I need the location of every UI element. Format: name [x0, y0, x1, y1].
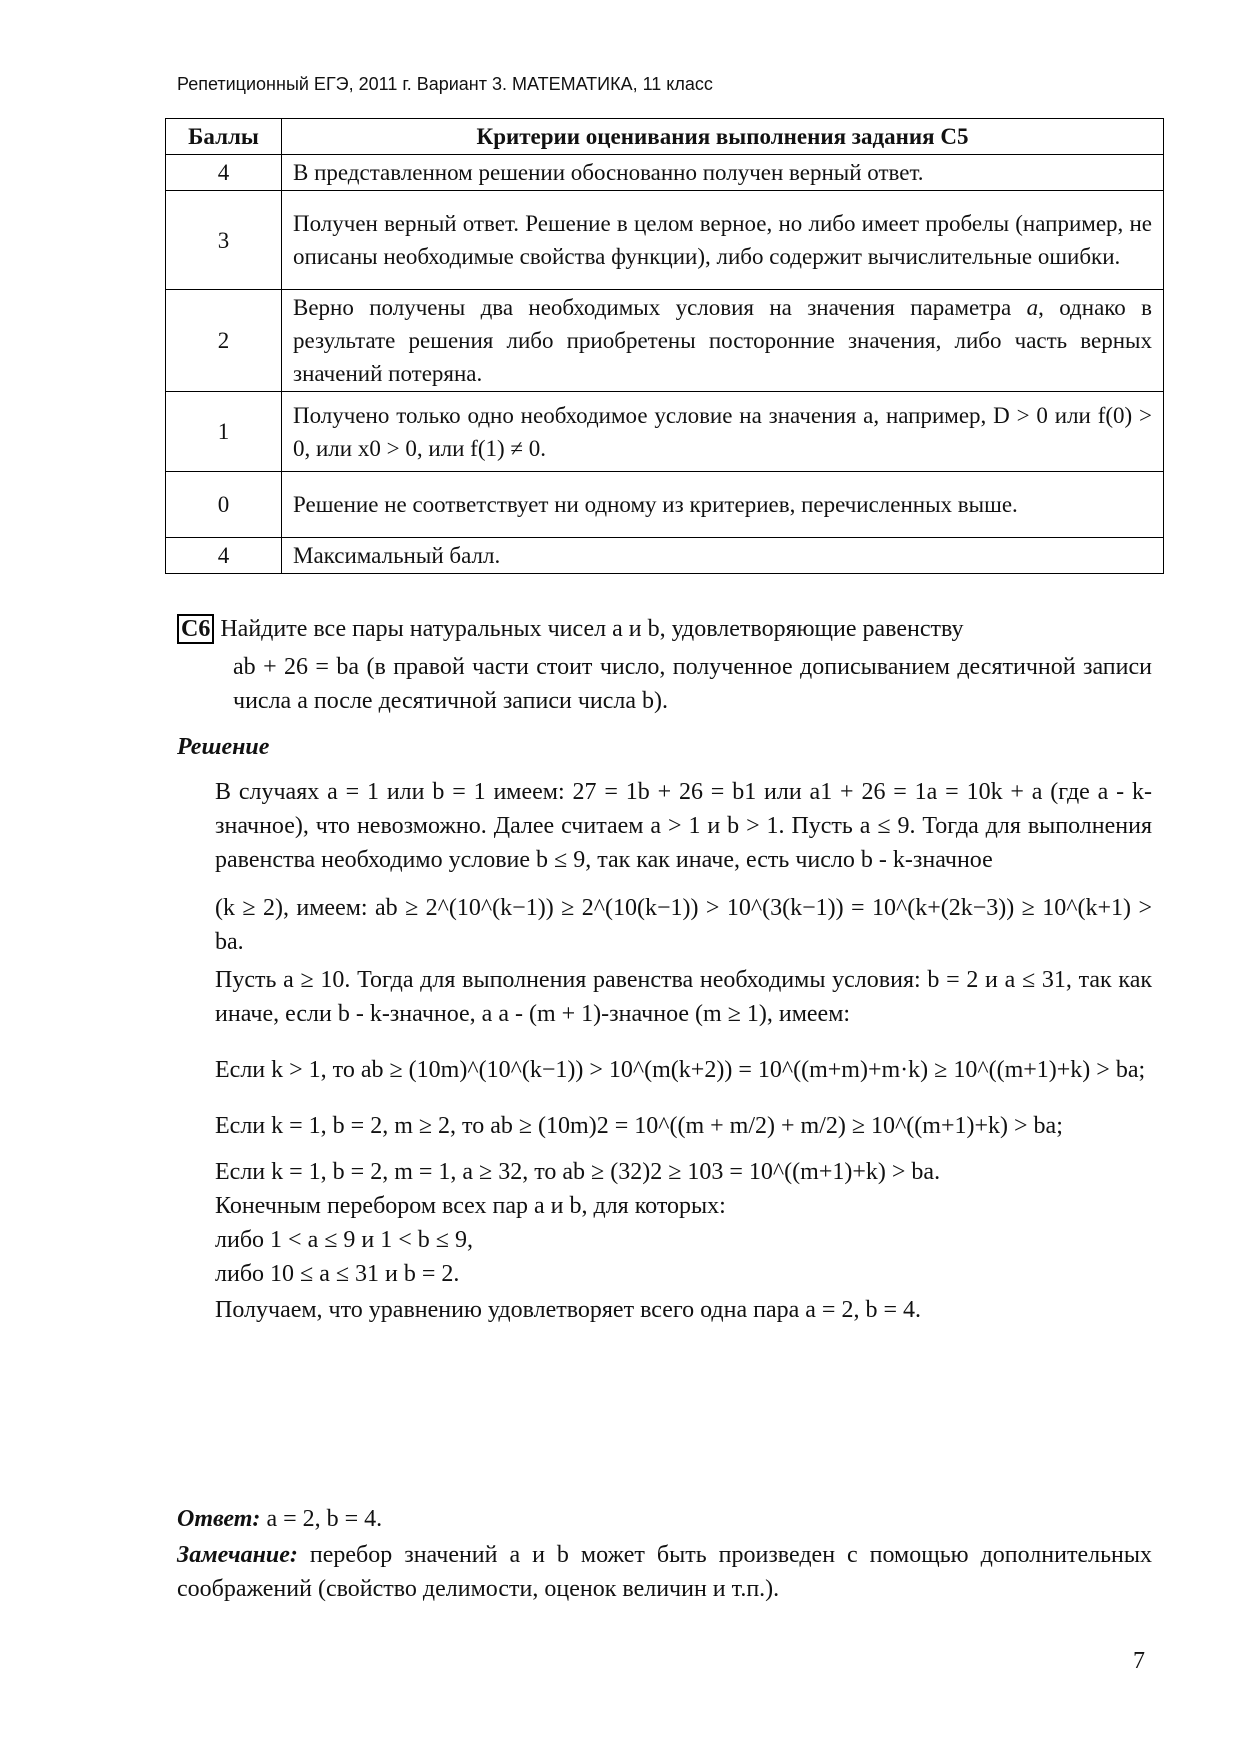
answer-line — [177, 1502, 1152, 1536]
criteria-cell: Получено только одно необходимое условие на значения a, например, D > 0 или f(0) > 0, или x0 > 0, или f(1) ≠ 0. — [282, 392, 1164, 472]
score-cell: 0 — [166, 472, 282, 538]
score-cell: 1 — [166, 392, 282, 472]
criteria-cell: Максимальный балл. — [282, 538, 1164, 574]
solution-paragraph: либо 10 ≤ a ≤ 31 и b = 2. — [215, 1261, 460, 1287]
page-header: Репетиционный ЕГЭ, 2011 г. Вариант 3. МАТЕМАТИКА, 11 класс — [177, 74, 713, 94]
task-label: С6 — [177, 614, 214, 644]
solution-paragraph: Получаем, что уравнению удовлетворяет всего одна пара a = 2, b = 4. — [215, 1297, 921, 1323]
table-header-row — [166, 119, 1164, 155]
criteria-cell: Решение не соответствует ни одному из критериев, перечисленных выше. — [282, 472, 1164, 538]
score-cell: 3 — [166, 191, 282, 290]
score-cell: 4 — [166, 538, 282, 574]
score-cell: 4 — [166, 155, 282, 191]
criteria-cell: В представленном решении обоснованно получен верный ответ. — [282, 155, 1164, 191]
page-number: 7 — [1133, 1648, 1145, 1674]
solution-title: Решение — [177, 734, 270, 760]
col-score-header: Баллы — [166, 119, 282, 155]
table-row — [166, 392, 1164, 472]
solution-paragraph: В случаях a = 1 или b = 1 имеем: 27 = 1b + 26 = b1 или a1 + 26 = 1a = 10k + a (где a - k-значное), что невозможно. Далее считаем a > 1 и b > 1. Пусть a ≤ 9. Тогда для выполнения равенства необходимо условие b ≤ 9, так как иначе, есть число b - k-значное — [215, 779, 1153, 873]
table-row — [166, 290, 1164, 392]
solution-body — [215, 775, 1152, 1327]
score-cell: 2 — [166, 290, 282, 392]
table-row — [166, 155, 1164, 191]
criteria-cell: Верно получены два необходимых условия на значения параметра a, однако в результате решения либо приобретены посторонние значения, либо часть верных значений потеряна. — [282, 290, 1164, 392]
task-block — [177, 612, 1152, 718]
remark-block — [177, 1538, 1152, 1606]
task-equation: ab + 26 = ba (в правой части стоит число, полученное дописыванием десятичной записи числа a после десятичной записи числа b). — [233, 654, 1152, 714]
solution-paragraph: Если k = 1, b = 2, m ≥ 2, то ab ≥ (10m)2 = 10^((m + m/2) + m/2) ≥ 10^((m+1)+k) > ba; — [215, 1113, 1063, 1139]
solution-paragraph: (k ≥ 2), имеем: ab ≥ 2^(10^(k−1)) ≥ 2^(10(k−1)) > 10^(3(k−1)) = 10^(k+(2k−3)) ≥ 10^(k+1) > ba. — [215, 895, 1152, 955]
criteria-table — [165, 118, 1164, 574]
solution-paragraph: Конечным перебором всех пар a и b, для которых: — [215, 1193, 726, 1219]
remark-label: Замечание: — [177, 1542, 298, 1568]
solution-paragraph: либо 1 < a ≤ 9 и 1 < b ≤ 9, — [215, 1227, 473, 1253]
answer-value: a = 2, b = 4. — [266, 1506, 383, 1532]
solution-paragraph: Если k > 1, то ab ≥ (10m)^(10^(k−1)) > 10^(m(k+2)) = 10^((m+m)+m·k) ≥ 10^((m+1)+k) > ba; — [215, 1057, 1146, 1083]
task-line1: Найдите все пары натуральных чисел a и b, удовлетворяющие равенству — [220, 616, 964, 642]
table-row — [166, 191, 1164, 290]
solution-paragraph: Пусть a ≥ 10. Тогда для выполнения равенства необходимы условия: b = 2 и a ≤ 31, так как иначе, если b - k-значное, а a - (m + 1)-значное (m ≥ 1), имеем: — [215, 967, 1152, 1027]
remark-text: перебор значений a и b может быть произведен с помощью дополнительных соображений (свойство делимости, оценок величин и т.п.). — [177, 1542, 1153, 1602]
table-row — [166, 538, 1164, 574]
table-row — [166, 472, 1164, 538]
solution-paragraph: Если k = 1, b = 2, m = 1, a ≥ 32, то ab ≥ (32)2 ≥ 103 = 10^((m+1)+k) > ba. — [215, 1159, 941, 1185]
col-criteria-header: Критерии оценивания выполнения задания С5 — [282, 119, 1164, 155]
criteria-cell: Получен верный ответ. Решение в целом верное, но либо имеет пробелы (например, не описаны необходимые свойства функции), либо содержит вычислительные ошибки. — [282, 191, 1164, 290]
answer-label: Ответ: — [177, 1506, 261, 1532]
